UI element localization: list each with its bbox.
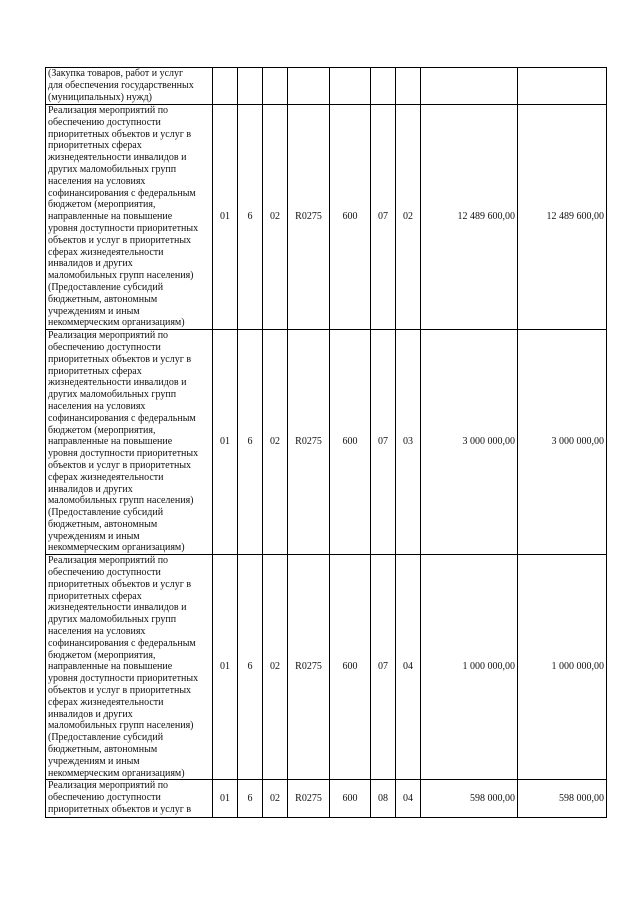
- amount-cell-1: [421, 68, 518, 105]
- section-cell: 07: [371, 105, 396, 330]
- expense-type-cell: 600: [330, 555, 371, 780]
- subprogram-code-cell: [238, 68, 263, 105]
- row-description: Реализация мероприятий по обеспечению доступности приоритетных объектов и услуг в приоритетных сферах жизнедеятельности инвалидов и других маломобильных групп населения на условиях софинансирования с федеральным бюджетом (мероприятия, направленные на повышение уровня доступности приоритетных объектов и услуг в приоритетных сферах жизнедеятельности инвалидов и других маломобильных групп населения) (Предоставление субсидий бюджетным, автономным учреждениям и иным некоммерческим организациям): [46, 105, 213, 330]
- table-row: [46, 68, 607, 105]
- table-row: [46, 330, 607, 555]
- table-row: [46, 555, 607, 780]
- subprogram-code-cell: 6: [238, 330, 263, 555]
- amount-cell-2: 3 000 000,00: [518, 330, 607, 555]
- program-code-cell: 01: [213, 105, 238, 330]
- amount-cell-2: 598 000,00: [518, 780, 607, 818]
- main-event-code-cell: 02: [263, 780, 288, 818]
- subsection-cell: 02: [396, 105, 421, 330]
- expense-type-cell: 600: [330, 330, 371, 555]
- program-code-cell: 01: [213, 780, 238, 818]
- amount-cell-1: 1 000 000,00: [421, 555, 518, 780]
- main-event-code-cell: [263, 68, 288, 105]
- main-event-code-cell: 02: [263, 330, 288, 555]
- main-event-code-cell: 02: [263, 555, 288, 780]
- program-code-cell: 01: [213, 330, 238, 555]
- expense-type-cell: [330, 68, 371, 105]
- subsection-cell: 04: [396, 555, 421, 780]
- subprogram-code-cell: 6: [238, 555, 263, 780]
- row-description: (Закупка товаров, работ и услуг для обеспечения государственных (муниципальных) нужд): [46, 68, 213, 105]
- table-row: [46, 780, 607, 818]
- expense-type-cell: 600: [330, 780, 371, 818]
- table-row: [46, 105, 607, 330]
- subprogram-code-cell: 6: [238, 105, 263, 330]
- subsection-cell: [396, 68, 421, 105]
- subprogram-code-cell: 6: [238, 780, 263, 818]
- direction-code-cell: R0275: [288, 330, 330, 555]
- row-description: Реализация мероприятий по обеспечению доступности приоритетных объектов и услуг в: [46, 780, 213, 818]
- amount-cell-2: [518, 68, 607, 105]
- section-cell: 07: [371, 330, 396, 555]
- section-cell: 07: [371, 555, 396, 780]
- row-description: Реализация мероприятий по обеспечению доступности приоритетных объектов и услуг в приоритетных сферах жизнедеятельности инвалидов и других маломобильных групп населения на условиях софинансирования с федеральным бюджетом (мероприятия, направленные на повышение уровня доступности приоритетных объектов и услуг в приоритетных сферах жизнедеятельности инвалидов и других маломобильных групп населения) (Предоставление субсидий бюджетным, автономным учреждениям и иным некоммерческим организациям): [46, 330, 213, 555]
- subsection-cell: 04: [396, 780, 421, 818]
- amount-cell-1: 598 000,00: [421, 780, 518, 818]
- expense-type-cell: 600: [330, 105, 371, 330]
- main-event-code-cell: 02: [263, 105, 288, 330]
- direction-code-cell: R0275: [288, 780, 330, 818]
- amount-cell-1: 12 489 600,00: [421, 105, 518, 330]
- amount-cell-1: 3 000 000,00: [421, 330, 518, 555]
- program-code-cell: [213, 68, 238, 105]
- budget-table: [45, 67, 607, 818]
- direction-code-cell: [288, 68, 330, 105]
- row-description: Реализация мероприятий по обеспечению доступности приоритетных объектов и услуг в приоритетных сферах жизнедеятельности инвалидов и других маломобильных групп населения на условиях софинансирования с федеральным бюджетом (мероприятия, направленные на повышение уровня доступности приоритетных объектов и услуг в приоритетных сферах жизнедеятельности инвалидов и других маломобильных групп населения) (Предоставление субсидий бюджетным, автономным учреждениям и иным некоммерческим организациям): [46, 555, 213, 780]
- direction-code-cell: R0275: [288, 105, 330, 330]
- section-cell: [371, 68, 396, 105]
- amount-cell-2: 1 000 000,00: [518, 555, 607, 780]
- amount-cell-2: 12 489 600,00: [518, 105, 607, 330]
- direction-code-cell: R0275: [288, 555, 330, 780]
- program-code-cell: 01: [213, 555, 238, 780]
- section-cell: 08: [371, 780, 396, 818]
- subsection-cell: 03: [396, 330, 421, 555]
